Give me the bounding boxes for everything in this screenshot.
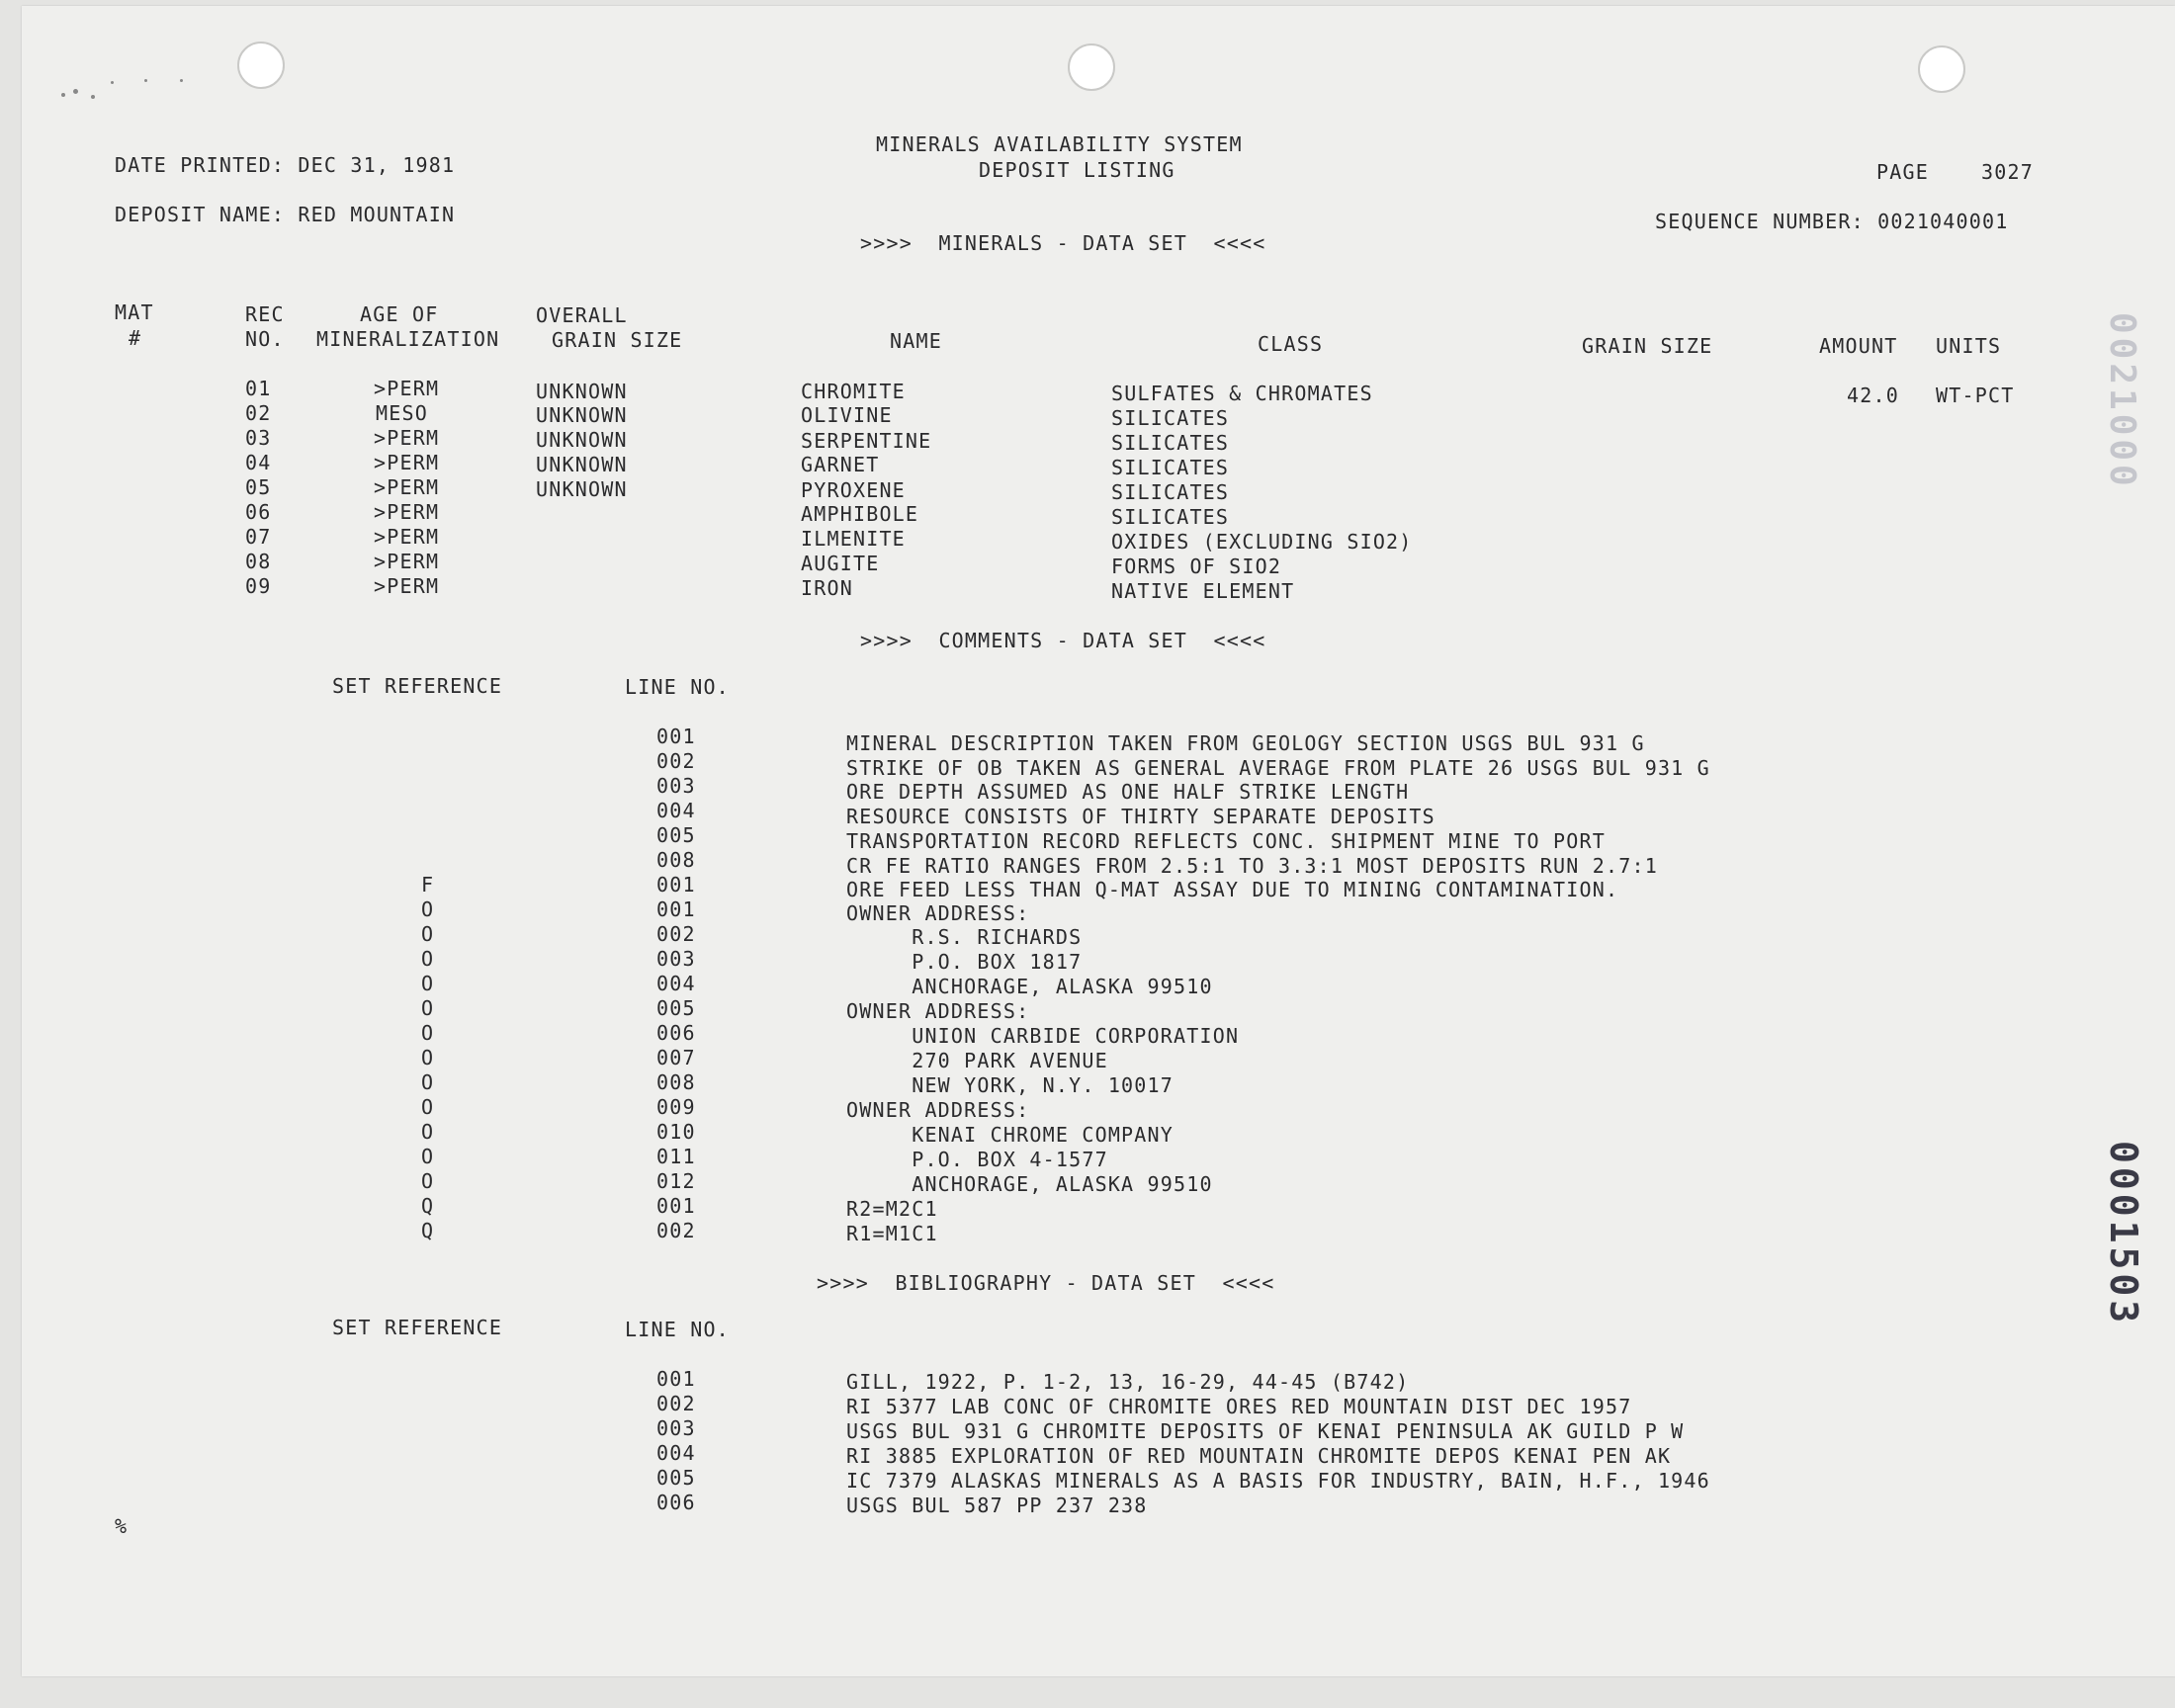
bib-text: RI 5377 LAB CONC OF CHROMITE ORES RED MOUNTAIN DIST DEC 1957 [846,1395,1632,1418]
mineral-age: >PERM [374,500,440,524]
mineral-units: WT-PCT [1936,384,2015,407]
comment-set-ref: F [421,873,435,897]
mineral-name: CHROMITE [801,380,906,403]
bib-text: USGS BUL 587 PP 237 238 [846,1494,1148,1517]
mineral-class: SILICATES [1111,406,1230,430]
comment-set-ref: Q [421,1219,435,1242]
mineral-rec: 08 [245,550,272,573]
col-name: NAME [890,329,942,353]
mineral-amount: 42.0 [1847,384,1899,407]
mineral-class: FORMS OF SIO2 [1111,555,1282,578]
comment-line-no: 001 [656,1194,696,1218]
comment-text: UNION CARBIDE CORPORATION [846,1024,1240,1048]
comment-text: 270 PARK AVENUE [846,1049,1108,1072]
bib-line-no: 004 [656,1441,696,1465]
mineral-grain: UNKNOWN [536,477,628,501]
mineral-age: >PERM [374,377,440,400]
mineral-rec: 02 [245,401,272,425]
bib-text: USGS BUL 931 G CHROMITE DEPOSITS OF KENAI PENINSULA AK GUILD P W [846,1419,1685,1443]
mineral-grain: UNKNOWN [536,453,628,476]
comments-col-set-reference: SET REFERENCE [332,674,503,698]
comment-text: NEW YORK, N.Y. 10017 [846,1073,1174,1097]
comment-text: TRANSPORTATION RECORD REFLECTS CONC. SHIPMENT MINE TO PORT [846,829,1606,853]
mineral-age: >PERM [374,525,440,549]
mineral-class: SULFATES & CHROMATES [1111,382,1373,405]
comment-text: ANCHORAGE, ALASKA 99510 [846,975,1213,998]
mineral-class: SILICATES [1111,431,1230,455]
col-units: UNITS [1936,334,2002,358]
date-printed: DATE PRINTED: DEC 31, 1981 [115,153,456,177]
bib-line-no: 001 [656,1367,696,1391]
col-overall-grain: GRAIN SIZE [552,328,683,352]
comment-set-ref: O [421,1046,435,1069]
bib-text: GILL, 1922, P. 1-2, 13, 16-29, 44-45 (B742) [846,1370,1410,1394]
col-class: CLASS [1258,332,1324,356]
punch-hole-right [1918,45,1965,93]
col-amount: AMOUNT [1819,334,1898,358]
comment-set-ref: O [421,922,435,946]
comment-line-no: 012 [656,1169,696,1193]
comment-text: ORE FEED LESS THAN Q-MAT ASSAY DUE TO MINING CONTAMINATION. [846,878,1619,901]
mineral-class: SILICATES [1111,505,1230,529]
comment-set-ref: O [421,972,435,995]
mineral-rec: 03 [245,426,272,450]
bib-text: IC 7379 ALASKAS MINERALS AS A BASIS FOR INDUSTRY, BAIN, H.F., 1946 [846,1469,1710,1493]
comment-line-no: 001 [656,873,696,897]
mineral-rec: 07 [245,525,272,549]
mineral-rec: 04 [245,451,272,474]
mineral-age: >PERM [374,451,440,474]
mineral-class: NATIVE ELEMENT [1111,579,1295,603]
col-mat: MAT [115,300,154,324]
comment-text: ORE DEPTH ASSUMED AS ONE HALF STRIKE LENGTH [846,780,1410,804]
mineral-name: AUGITE [801,552,880,575]
mineral-name: IRON [801,576,853,600]
col-overall: OVERALL [536,303,628,327]
mineral-age: MESO [376,401,428,425]
bibliography-heading: >>>> BIBLIOGRAPHY - DATA SET <<<< [817,1271,1275,1295]
comment-text: STRIKE OF OB TAKEN AS GENERAL AVERAGE FROM PLATE 26 USGS BUL 931 G [846,756,1710,780]
comment-set-ref: O [421,996,435,1020]
comment-set-ref: O [421,1120,435,1144]
bib-line-no: 002 [656,1392,696,1415]
comment-line-no: 002 [656,1219,696,1242]
side-stamp-number: 0001503 [2102,1141,2145,1327]
comment-text: OWNER ADDRESS: [846,901,1030,925]
mineral-name: SERPENTINE [801,429,932,453]
comment-line-no: 005 [656,996,696,1020]
comment-line-no: 005 [656,823,696,847]
comment-text: OWNER ADDRESS: [846,999,1030,1023]
col-rec-no: NO. [245,327,285,351]
comment-set-ref: O [421,1070,435,1094]
comment-text: RESOURCE CONSISTS OF THIRTY SEPARATE DEPOSITS [846,805,1436,828]
page-number: 3027 [1981,160,2034,184]
comment-text: ANCHORAGE, ALASKA 99510 [846,1172,1213,1196]
mineral-rec: 05 [245,475,272,499]
comment-line-no: 006 [656,1021,696,1045]
mineral-age: >PERM [374,475,440,499]
comment-set-ref: O [421,947,435,971]
comment-line-no: 003 [656,774,696,798]
comment-text: CR FE RATIO RANGES FROM 2.5:1 TO 3.3:1 MOST DEPOSITS RUN 2.7:1 [846,854,1658,878]
comment-line-no: 008 [656,1070,696,1094]
comment-set-ref: O [421,1021,435,1045]
comment-line-no: 004 [656,972,696,995]
comment-line-no: 011 [656,1145,696,1168]
col-grain-size: GRAIN SIZE [1582,334,1713,358]
col-rec: REC [245,302,285,326]
comment-set-ref: O [421,1095,435,1119]
deposit-name: DEPOSIT NAME: RED MOUNTAIN [115,203,456,226]
comments-heading: >>>> COMMENTS - DATA SET <<<< [860,629,1266,652]
page-label: PAGE [1876,160,1929,184]
mineral-rec: 06 [245,500,272,524]
comment-text: P.O. BOX 4-1577 [846,1148,1108,1171]
mineral-class: OXIDES (EXCLUDING SIO2) [1111,530,1413,554]
mineral-class: SILICATES [1111,456,1230,479]
mineral-grain: UNKNOWN [536,428,628,452]
comment-set-ref: O [421,1169,435,1193]
comment-line-no: 001 [656,897,696,921]
comment-text: MINERAL DESCRIPTION TAKEN FROM GEOLOGY SECTION USGS BUL 931 G [846,731,1645,755]
mineral-class: SILICATES [1111,480,1230,504]
mineral-name: GARNET [801,453,880,476]
comment-line-no: 008 [656,848,696,872]
bib-line-no: 003 [656,1416,696,1440]
faint-side-stamp-number: 0021000 [2102,312,2142,490]
mineral-rec: 09 [245,574,272,598]
system-title: MINERALS AVAILABILITY SYSTEM [876,132,1243,156]
comment-text: R2=M2C1 [846,1197,938,1221]
comments-col-line-no: LINE NO. [625,675,730,699]
mineral-rec: 01 [245,377,272,400]
bibliography-col-line-no: LINE NO. [625,1318,730,1341]
comment-line-no: 007 [656,1046,696,1069]
mineral-age: >PERM [374,550,440,573]
comment-line-no: 002 [656,749,696,773]
mineral-name: OLIVINE [801,403,893,427]
comment-line-no: 009 [656,1095,696,1119]
comment-text: P.O. BOX 1817 [846,950,1083,974]
end-mark: % [115,1514,129,1538]
comment-text: OWNER ADDRESS: [846,1098,1030,1122]
mineral-grain: UNKNOWN [536,403,628,427]
comment-text: R1=M1C1 [846,1222,938,1245]
comment-line-no: 001 [656,725,696,748]
mineral-name: PYROXENE [801,478,906,502]
comment-line-no: 010 [656,1120,696,1144]
comment-line-no: 002 [656,922,696,946]
bib-line-no: 005 [656,1466,696,1490]
sequence-number: SEQUENCE NUMBER: 0021040001 [1655,210,2009,233]
comment-line-no: 003 [656,947,696,971]
punch-hole-left [237,42,285,89]
bibliography-col-set-reference: SET REFERENCE [332,1316,503,1339]
speckle-marks [61,75,210,105]
comment-set-ref: O [421,1145,435,1168]
col-mat-hash: # [129,326,142,350]
mineral-name: AMPHIBOLE [801,502,919,526]
col-age: AGE OF [360,302,439,326]
bib-text: RI 3885 EXPLORATION OF RED MOUNTAIN CHROMITE DEPOS KENAI PEN AK [846,1444,1672,1468]
comment-line-no: 004 [656,799,696,822]
mineral-age: >PERM [374,574,440,598]
comment-text: R.S. RICHARDS [846,925,1083,949]
col-age-mineralization: MINERALIZATION [316,327,500,351]
mineral-name: ILMENITE [801,527,906,551]
comment-text: KENAI CHROME COMPANY [846,1123,1174,1147]
minerals-heading: >>>> MINERALS - DATA SET <<<< [860,231,1266,255]
comment-set-ref: O [421,897,435,921]
punch-hole-center [1068,43,1115,91]
mineral-age: >PERM [374,426,440,450]
mineral-grain: UNKNOWN [536,380,628,403]
bib-line-no: 006 [656,1491,696,1514]
comment-set-ref: Q [421,1194,435,1218]
listing-title: DEPOSIT LISTING [979,158,1175,182]
